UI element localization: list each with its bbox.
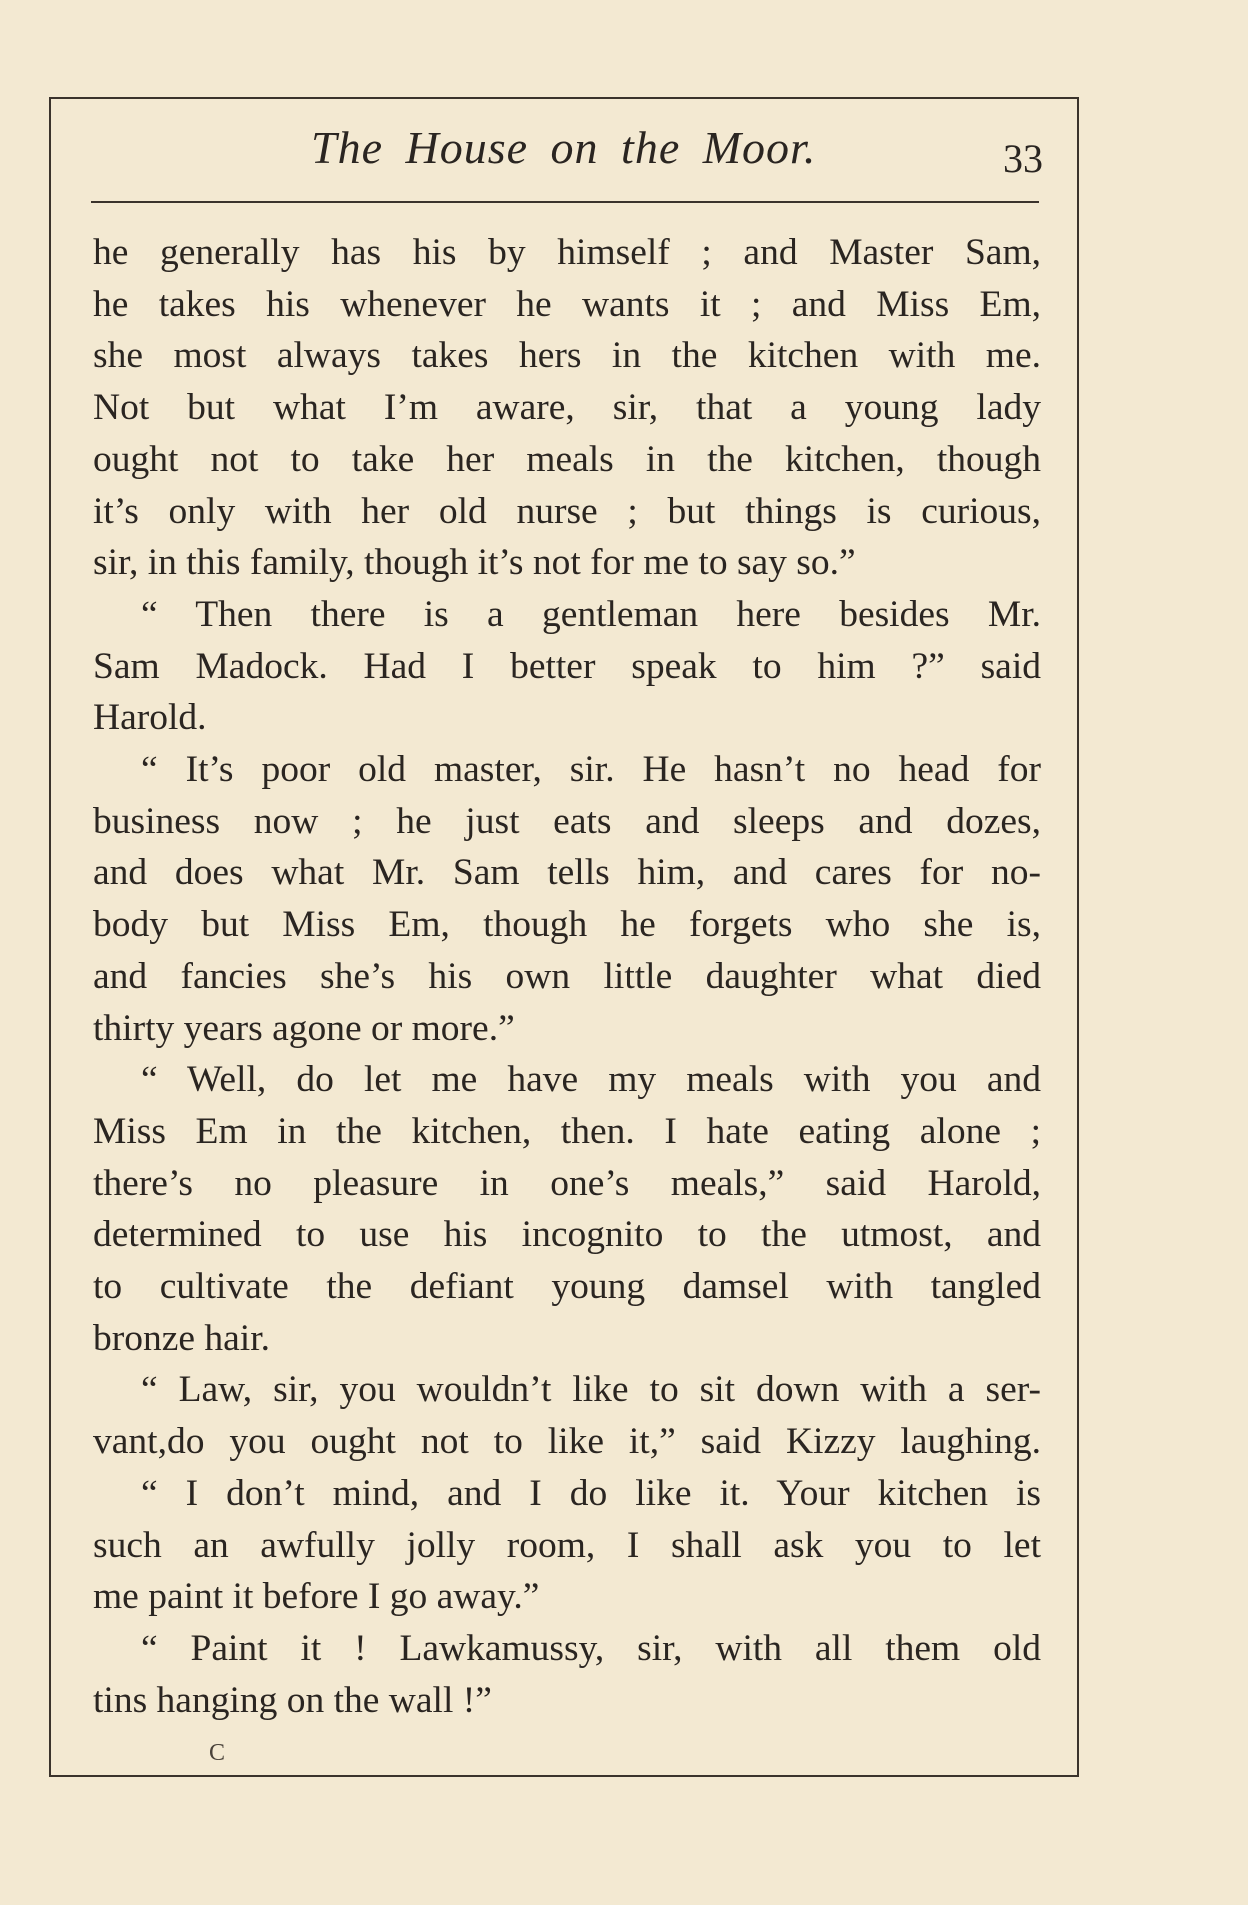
- page-frame: [49, 97, 1079, 1777]
- text-line: “ Paint it ! Lawkamussy, sir, with all them old: [141, 1627, 1041, 1669]
- text-line: tins hanging on the wall !”: [93, 1679, 492, 1721]
- header-rule: [91, 201, 1039, 203]
- text-line: “ Law, sir, you wouldn’t like to sit down with a ser-: [141, 1369, 1041, 1411]
- text-line: vant,do you ought not to like it,” said Kizzy laughing.: [93, 1421, 1041, 1463]
- text-line: business now ; he just eats and sleeps and dozes,: [93, 800, 1041, 842]
- text-line: and fancies she’s his own little daughter what died: [93, 955, 1041, 997]
- text-line: “ Well, do let me have my meals with you and: [141, 1059, 1041, 1101]
- text-line: bronze hair.: [93, 1317, 271, 1359]
- text-line: Not but what I’m aware, sir, that a young lady: [93, 387, 1041, 429]
- text-line: she most always takes hers in the kitchen with me.: [93, 335, 1041, 377]
- text-line: there’s no pleasure in one’s meals,” said Harold,: [93, 1162, 1041, 1204]
- text-line: thirty years agone or more.”: [93, 1007, 515, 1049]
- text-line: “ Then there is a gentleman here besides Mr.: [141, 593, 1041, 635]
- book-title: The House on the Moor.: [311, 122, 817, 173]
- text-line: “ It’s poor old master, sir. He hasn’t no head for: [141, 749, 1041, 791]
- text-line: Miss Em in the kitchen, then. I hate eating alone ;: [93, 1110, 1041, 1152]
- text-line: ought not to take her meals in the kitchen, though: [93, 438, 1041, 480]
- running-head: [51, 121, 1077, 181]
- text-line: and does what Mr. Sam tells him, and cares for no-: [93, 852, 1041, 894]
- text-line: such an awfully jolly room, I shall ask you to let: [93, 1524, 1041, 1566]
- body-text: [93, 227, 1041, 1726]
- text-line: “ I don’t mind, and I do like it. Your kitchen is: [141, 1472, 1041, 1514]
- text-line: Sam Madock. Had I better speak to him ?” said: [93, 645, 1041, 687]
- text-line: it’s only with her old nurse ; but things is curious,: [93, 490, 1041, 532]
- text-line: he takes his whenever he wants it ; and Miss Em,: [93, 283, 1041, 325]
- text-line: body but Miss Em, though he forgets who she is,: [93, 904, 1041, 946]
- text-line: sir, in this family, though it’s not for me to say so.”: [93, 542, 856, 584]
- text-line: determined to use his incognito to the utmost, and: [93, 1214, 1041, 1256]
- signature-mark: C: [209, 1740, 226, 1766]
- page-number: 33: [1003, 136, 1043, 181]
- text-line: to cultivate the defiant young damsel with tangled: [93, 1266, 1041, 1308]
- text-line: Harold.: [93, 697, 207, 739]
- text-line: me paint it before I go away.”: [93, 1576, 540, 1618]
- text-line: he generally has his by himself ; and Master Sam,: [93, 232, 1041, 273]
